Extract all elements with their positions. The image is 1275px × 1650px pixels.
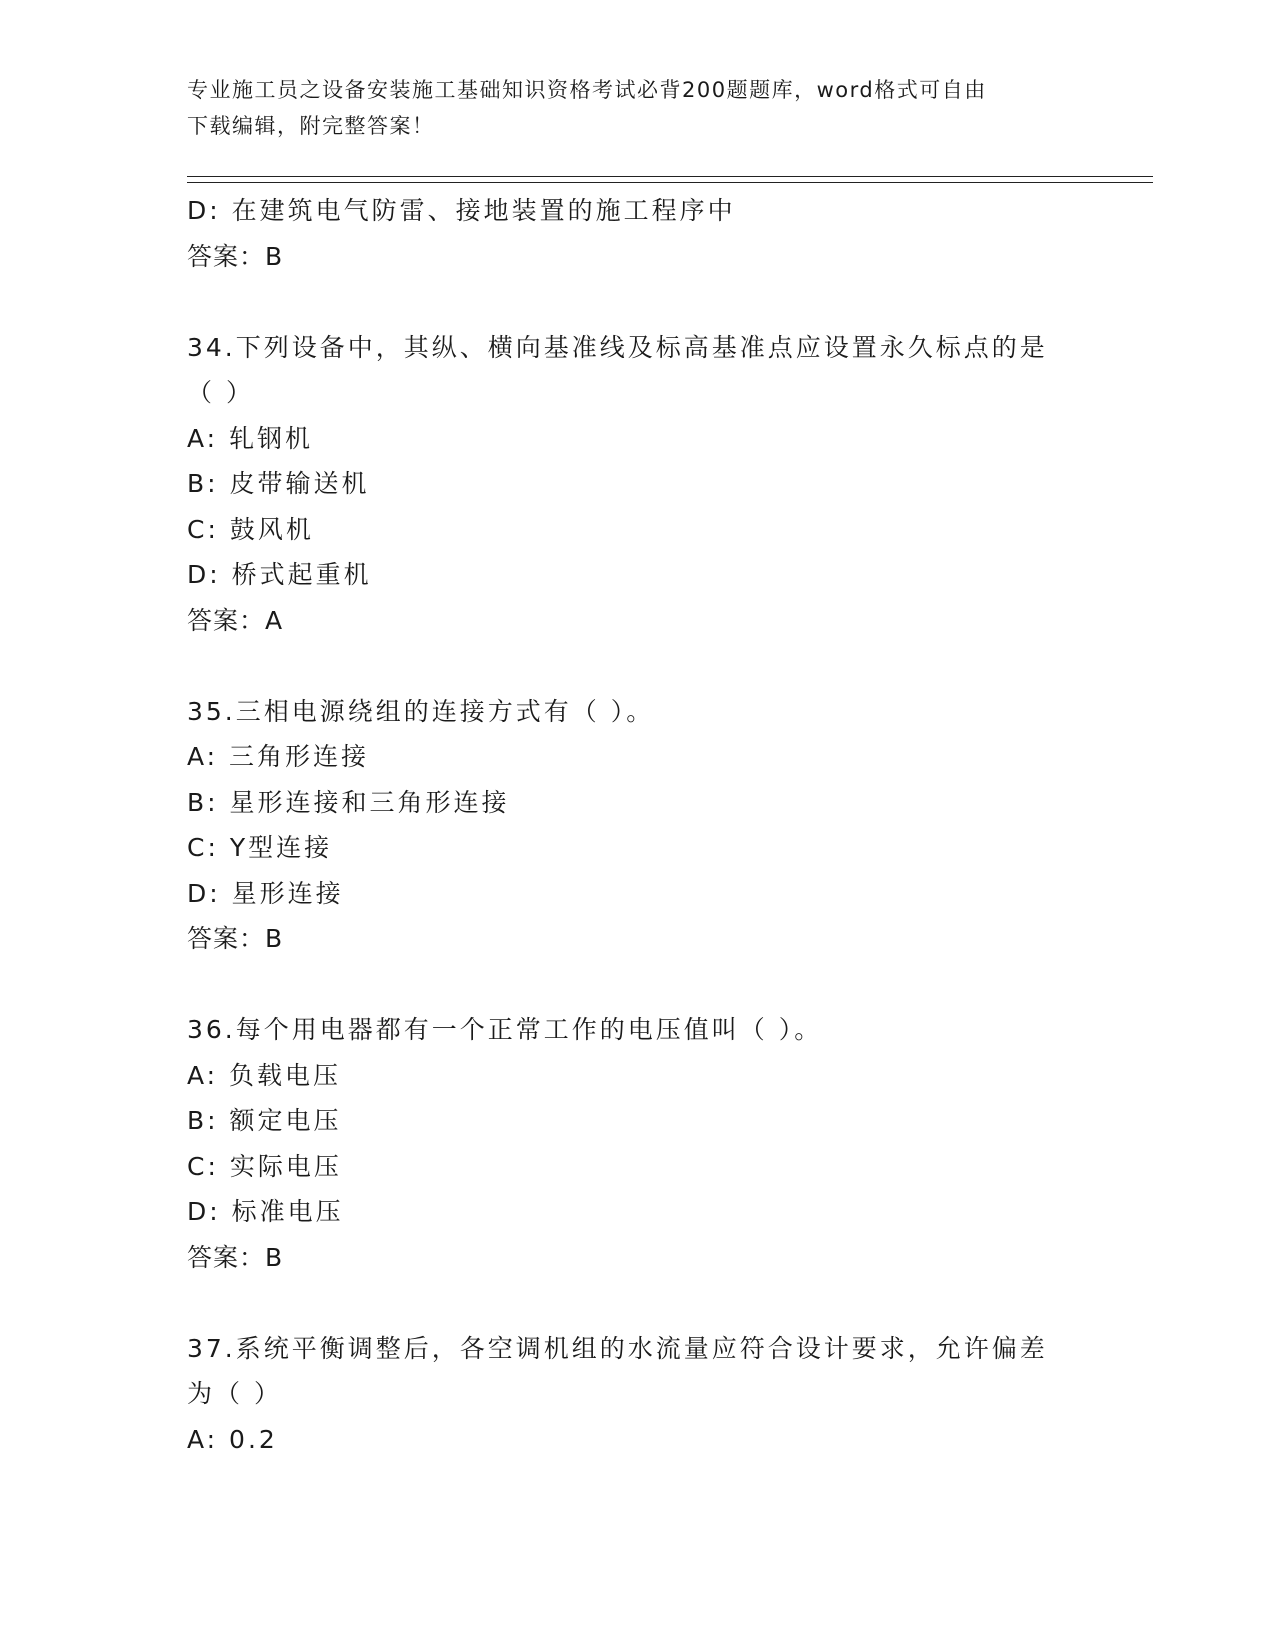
answer: 答案：B — [187, 924, 284, 953]
answer: 答案：B — [187, 1242, 284, 1272]
option-c: C: 鼓风机 — [187, 514, 314, 544]
spacer — [187, 962, 1087, 1008]
spacer — [187, 643, 1087, 689]
option-b: B: 额定电压 — [187, 1106, 342, 1135]
question-stem: 34.下列设备中，其纵、横向基准线及标高基准点应设置永久标点的是 — [187, 332, 1048, 362]
option-b: B: 星形连接和三角形连接 — [187, 787, 510, 817]
option-a: A: 三角形连接 — [187, 742, 370, 771]
header-line-1: 专业施工员之设备安装施工基础知识资格考试必背200题题库，word格式可自由 — [187, 78, 987, 102]
spacer — [187, 1280, 1087, 1326]
header-divider-top — [187, 176, 1153, 177]
question-34 — [187, 325, 1087, 644]
question-37 — [187, 1326, 1087, 1463]
option-d: D: 标准电压 — [187, 1197, 344, 1226]
answer: 答案：A — [187, 605, 284, 635]
option-d: D: 在建筑电气防雷、接地装置的施工程序中 — [187, 196, 736, 225]
option-a: A: 轧钢机 — [187, 423, 314, 453]
question-stem: 35.三相电源绕组的连接方式有（ ）。 — [187, 696, 655, 726]
spacer — [187, 279, 1087, 325]
question-35 — [187, 689, 1087, 962]
question-stem-continued: 为（ ） — [187, 1379, 282, 1408]
question-stem-continued: （ ） — [187, 378, 254, 407]
option-a: A: 负载电压 — [187, 1060, 342, 1090]
option-d: D: 星形连接 — [187, 878, 344, 908]
option-d: D: 桥式起重机 — [187, 560, 372, 589]
option-c: C: 实际电压 — [187, 1151, 342, 1181]
question-stem: 37.系统平衡调整后，各空调机组的水流量应符合设计要求，允许偏差 — [187, 1333, 1048, 1363]
header-divider-bottom — [187, 182, 1153, 183]
document-header — [187, 72, 1087, 144]
option-b: B: 皮带输送机 — [187, 469, 370, 498]
question-stem: 36.每个用电器都有一个正常工作的电压值叫（ ）。 — [187, 1015, 823, 1044]
question-list — [187, 188, 1087, 1462]
question-36 — [187, 1007, 1087, 1280]
question-33 — [187, 188, 1087, 279]
option-c: C: Y型连接 — [187, 833, 333, 862]
answer: 答案：B — [187, 241, 284, 271]
header-line-2: 下载编辑，附完整答案！ — [187, 114, 435, 138]
option-a: A: 0.2 — [187, 1424, 278, 1454]
